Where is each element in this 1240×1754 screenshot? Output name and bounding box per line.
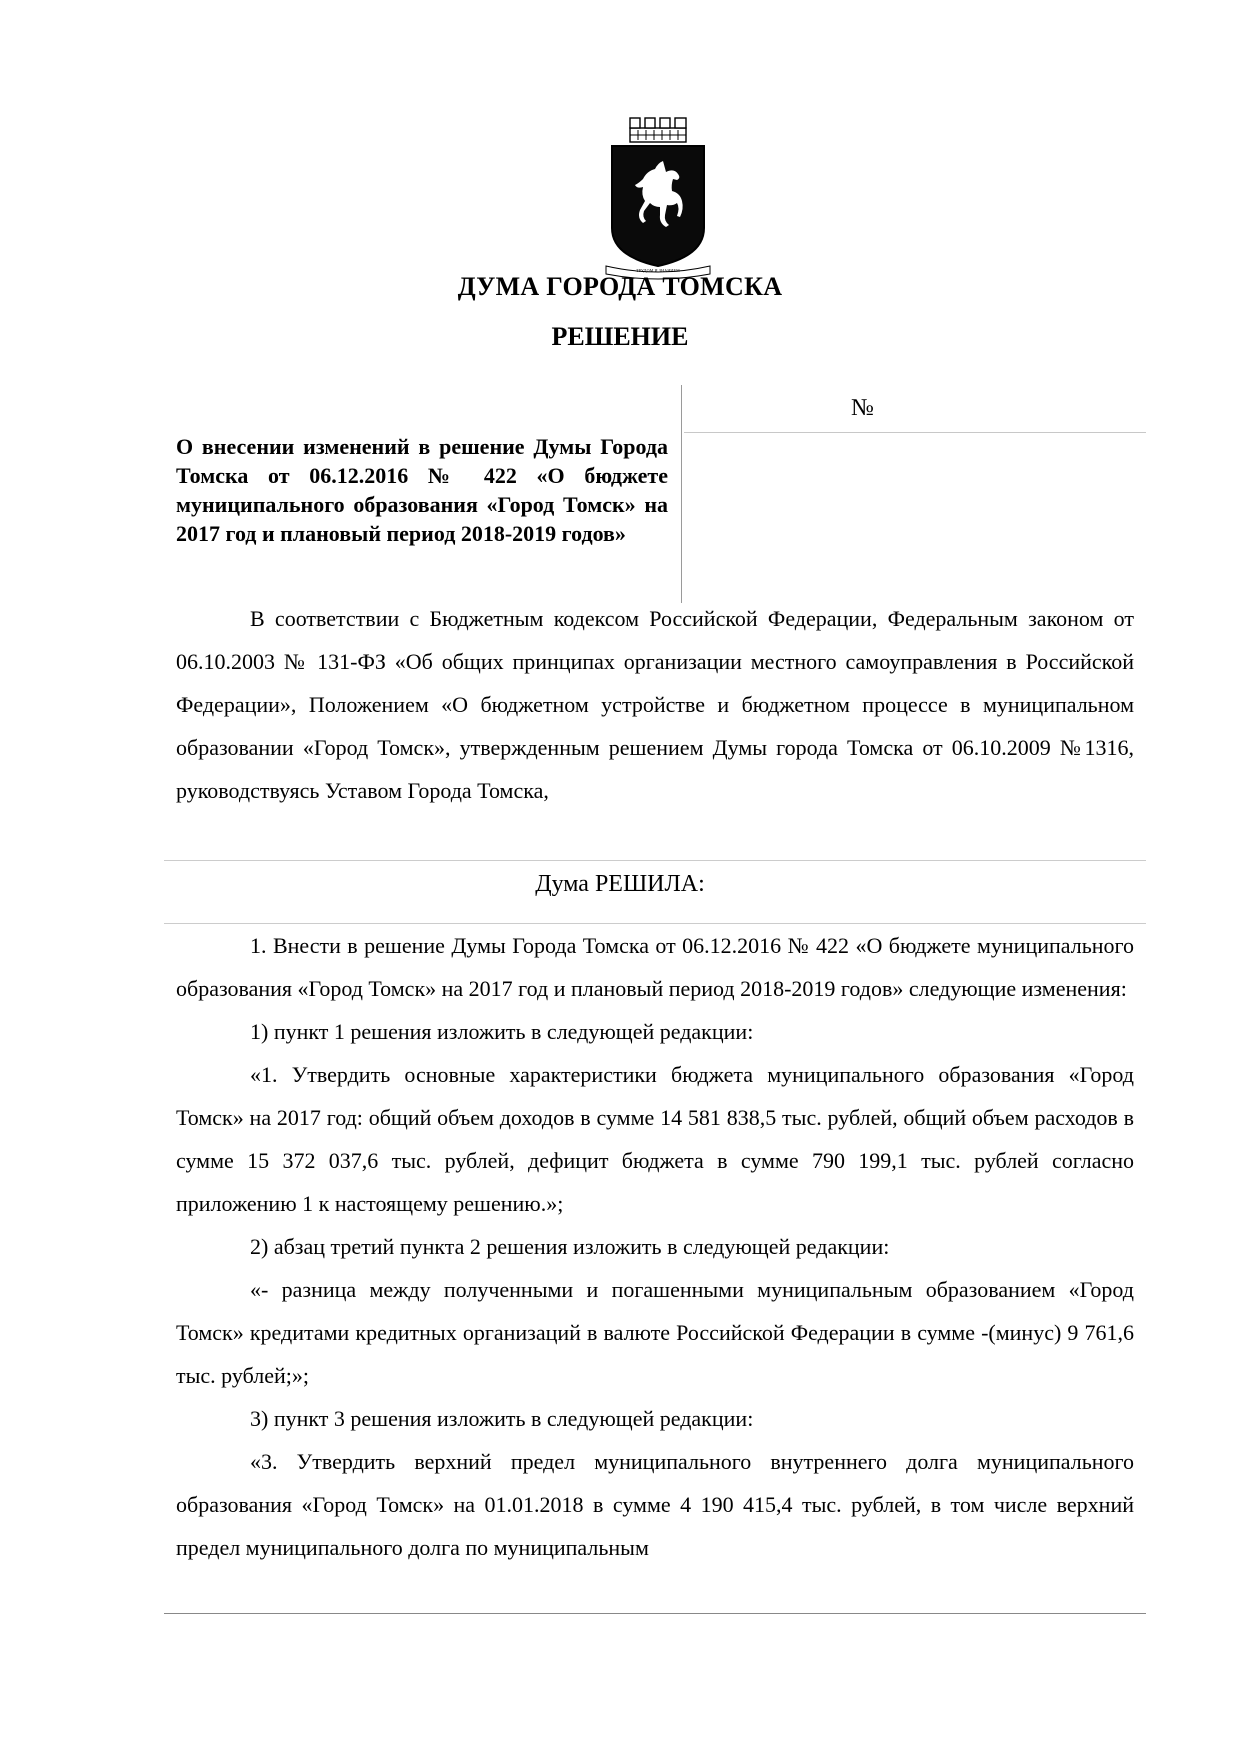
- tomsk-coat-of-arms-icon: [604, 116, 712, 280]
- preamble-paragraph: В соответствии с Бюджетным кодексом Российской Федерации, Федеральным законом от 06.10.2003 № 131-ФЗ «Об общих принципах организации местного самоуправления в Российской Федерации», Положением «О бюджетном устройстве и бюджетном процессе в муниципальном образовании «Город Томск», утвержденным решением Думы города Томска от 06.10.2009 №1316, руководствуясь Уставом Города Томска,: [176, 606, 1134, 803]
- body-paragraph: 3) пункт 3 решения изложить в следующей редакции:: [250, 1406, 754, 1431]
- body-paragraph: 2) абзац третий пункта 2 решения изложить в следующей редакции:: [250, 1234, 890, 1259]
- emblem-motto: ТРУДОМ И ЗНАНИЕМ: [636, 268, 680, 273]
- number-underline: [684, 432, 1146, 433]
- header-vertical-divider: [681, 385, 682, 603]
- organization-title: ДУМА ГОРОДА ТОМСКА: [457, 272, 783, 301]
- decision-subject: О внесении изменений в решение Думы Города Томска от 06.12.2016 № 422 «О бюджете муниципального образования «Город Томск» на 2017 год и плановый период 2018-2019 годов»: [176, 434, 668, 546]
- body-paragraph: «3. Утвердить верхний предел муниципального внутреннего долга муниципального образования «Город Томск» на 01.01.2018 в сумме 4 190 415,4 тыс. рублей, в том числе верхний предел муниципального долга по муниципальным: [176, 1449, 1134, 1560]
- decision-body: [176, 924, 1134, 1569]
- body-paragraph: «1. Утвердить основные характеристики бюджета муниципального образования «Город Томск» на 2017 год: общий объем доходов в сумме 14 581 838,5 тыс. рублей, общий объем расходов в сумме 15 372 037,6 тыс. рублей, дефицит бюджета в сумме 790 199,1 тыс. рублей согласно приложению 1 к настоящему решению.»;: [176, 1062, 1134, 1216]
- decided-heading: Дума РЕШИЛА:: [535, 871, 705, 897]
- document-number-sign: №: [851, 395, 874, 421]
- page-bottom-rule: [164, 1613, 1146, 1614]
- document-type-title: РЕШЕНИЕ: [551, 322, 689, 351]
- section-divider: [164, 860, 1146, 861]
- body-paragraph: 1. Внести в решение Думы Города Томска от 06.12.2016 № 422 «О бюджете муниципального образования «Город Томск» на 2017 год и плановый период 2018-2019 годов» следующие изменения:: [176, 933, 1134, 1001]
- body-paragraph: 1) пункт 1 решения изложить в следующей редакции:: [250, 1019, 754, 1044]
- body-paragraph: «- разница между полученными и погашенными муниципальным образованием «Город Томск» кредитами кредитных организаций в валюте Российской Федерации в сумме -(минус) 9 761,6 тыс. рублей;»;: [176, 1277, 1134, 1388]
